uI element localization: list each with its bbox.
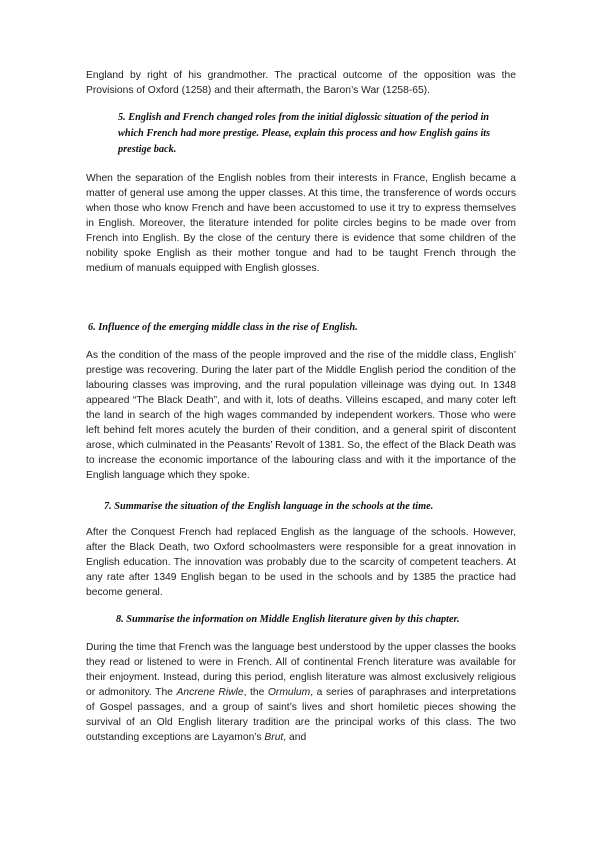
question-7-heading: 7. Summarise the situation of the English language in the schools at the time.	[104, 501, 434, 512]
intro-paragraph: England by right of his grandmother. The practical outcome of the opposition was the Provisions of Oxford (1258) and their aftermath, the Baron’s War (1258-65).	[86, 70, 516, 96]
question-8-answer	[86, 640, 516, 745]
answer-8-text-4: , and	[283, 732, 307, 743]
title-brut: Brut	[264, 732, 284, 743]
title-ormulum: Ormulum	[267, 687, 311, 698]
question-6-heading: 6. Influence of the emerging middle class in the rise of English.	[88, 322, 358, 333]
question-6-answer: As the condition of the mass of the people improved and the rise of the middle class, English’ prestige was recovering. During the later part of the Middle English period the condition of the labouring classes was improving, and the rural population villeinage was dying out. In 1348 appeared “The Black Death”, and with it, lots of deaths. Villeins escaped, and many coter left the land in search of the high wages commanded by independent workers. Those who were left behind felt mores acutely the burden of their condition, and a general spirit of discontent arose, which culminated in the Peasants’ Revolt of 1381. So, the effect of the Black Death was to increase the economic importance of the labouring class and with it the importance of the English language which they spoke.	[86, 350, 516, 481]
question-5-heading: 5. English and French changed roles from the initial diglossic situation of the period in which French had more prestige. Please, explain this process and how English gains its prestige back.	[118, 112, 491, 155]
answer-8-text-1: During the time that French was the language best understood by the upper classes the books they read or listened to were in French. All of continental French literature was available for their enjoyment. Instead, during this period, english literature was almost exclusively religious or admonitory. The	[86, 642, 516, 698]
question-5-answer: When the separation of the English nobles from their interests in France, English became a matter of general use among the upper classes. At this time, the transference of words occurs when those who know French and have been accustomed to use it try to express themselves in English. Moreover, the literature intended for polite circles begins to be made over from French into English. By the close of the century there is evidence that some children of the nobility spoke English as their mother tongue and had to be taught French through the medium of manuals equipped with English glosses.	[86, 173, 516, 274]
question-7-answer: After the Conquest French had replaced English as the language of the schools. However, after the Black Death, two Oxford schoolmasters were responsible for a great innovation in English education. The innovation was probably due to the scarcity of competent teachers. At any rate after 1349 English began to be used in the schools and by 1385 the practice had become general.	[86, 527, 516, 598]
answer-8-text-2: , the	[243, 687, 268, 698]
answer-8-text-3: , a series of paraphrases and interpretations of Gospel passages, and a group of saint’s lives and short homiletic pieces showing the survival of an Old English literary tradition are the principal works of this class. The two outstanding exceptions are Layamon’s	[86, 687, 517, 743]
document-page	[86, 68, 516, 745]
question-8-heading: 8. Summarise the information on Middle English literature given by this chapter.	[116, 614, 460, 625]
title-ancrene-riwle: Ancrene Riwle	[176, 687, 244, 698]
